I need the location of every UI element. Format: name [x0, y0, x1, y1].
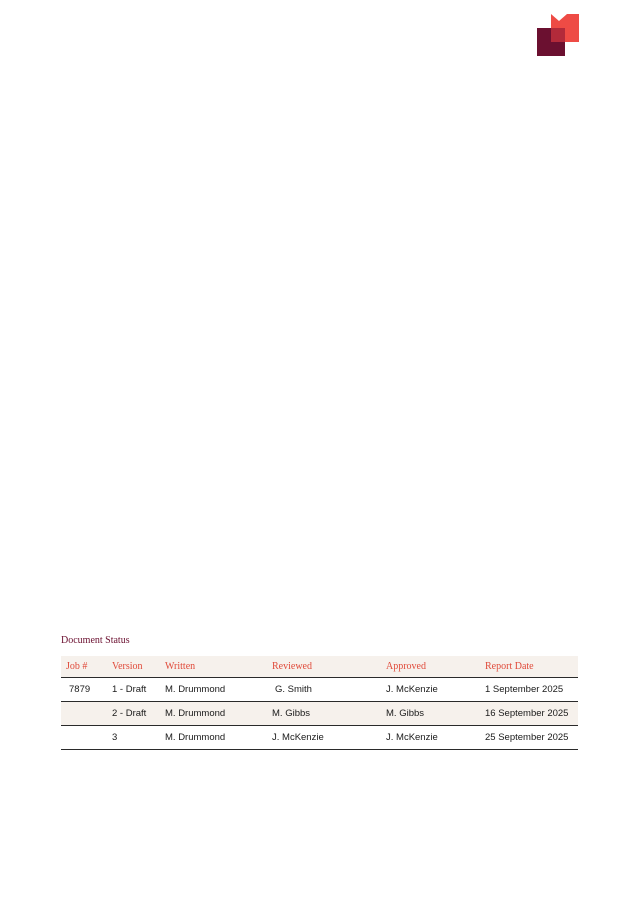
cell-version: 2 - Draft	[107, 702, 160, 726]
cell-version: 3	[107, 726, 160, 750]
document-status-title: Document Status	[61, 635, 130, 646]
cell-written: M. Drummond	[160, 702, 267, 726]
cell-approved: M. Gibbs	[381, 702, 480, 726]
header-version: Version	[107, 656, 160, 678]
table-row	[61, 702, 578, 726]
cell-version: 1 - Draft	[107, 678, 160, 702]
header-reviewed: Reviewed	[267, 656, 381, 678]
cell-approved: J. McKenzie	[381, 726, 480, 750]
cell-job: 7879	[61, 678, 107, 702]
cell-approved: J. McKenzie	[381, 678, 480, 702]
header-approved: Approved	[381, 656, 480, 678]
table-header-row	[61, 656, 578, 678]
cell-reviewed: J. McKenzie	[267, 726, 381, 750]
cell-report-date: 1 September 2025	[480, 678, 578, 702]
logo-overlap-square	[551, 28, 565, 42]
header-job: Job #	[61, 656, 107, 678]
cell-written: M. Drummond	[160, 678, 267, 702]
brand-logo	[537, 14, 579, 56]
cell-report-date: 25 September 2025	[480, 726, 578, 750]
document-status-table	[61, 656, 578, 750]
cell-written: M. Drummond	[160, 726, 267, 750]
cell-report-date: 16 September 2025	[480, 702, 578, 726]
table-row	[61, 726, 578, 750]
header-written: Written	[160, 656, 267, 678]
header-report-date: Report Date	[480, 656, 578, 678]
cell-job	[61, 726, 107, 750]
cell-reviewed: G. Smith	[267, 678, 381, 702]
table-row	[61, 678, 578, 702]
cell-reviewed: M. Gibbs	[267, 702, 381, 726]
cell-job	[61, 702, 107, 726]
